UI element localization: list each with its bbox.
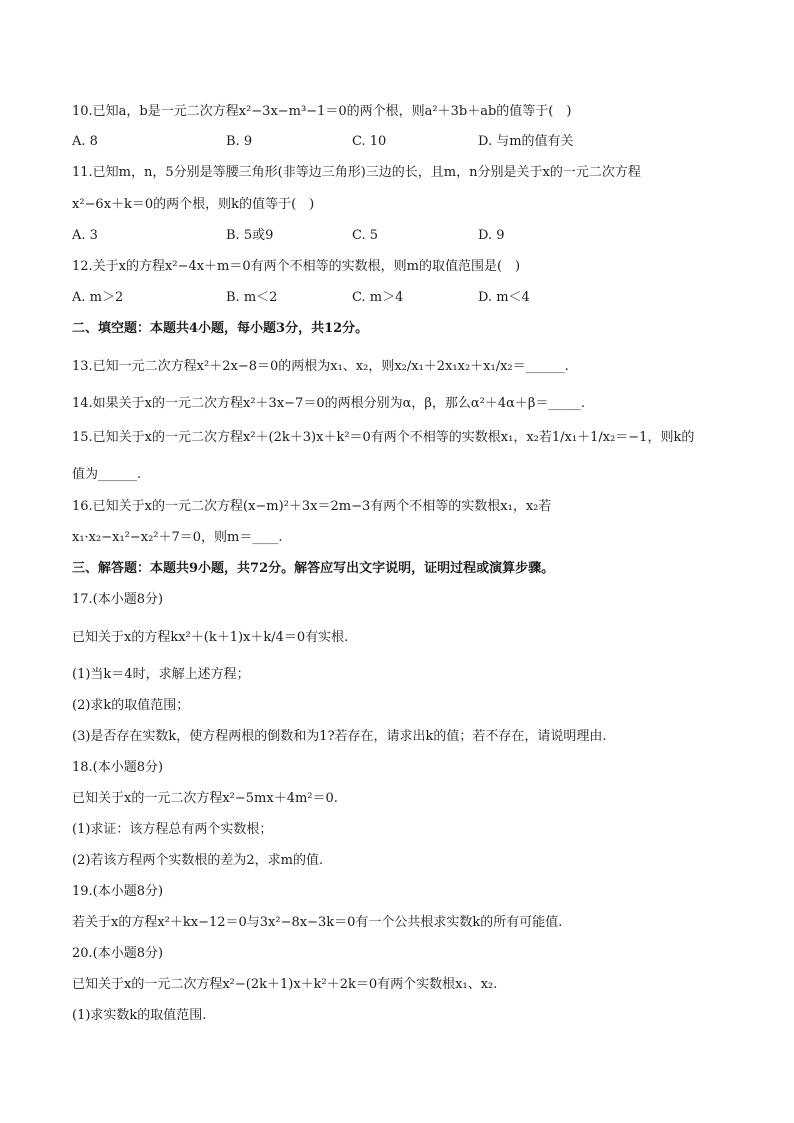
question-18-header: 18.(本小题8分) (72, 760, 164, 775)
question-15-cont: 值为______. (72, 467, 142, 482)
question-11-cont: x²−6x＋k＝0的两个根，则k的值等于( ) (72, 197, 315, 212)
question-17-header: 17.(本小题8分) (72, 592, 164, 607)
option-a: A. 3 (72, 228, 98, 243)
option-b: B. 9 (226, 134, 253, 149)
option-b: B. 5或9 (226, 228, 274, 243)
question-17-part-1: (1)当k＝4时，求解上述方程； (72, 667, 250, 682)
option-d: D. 与m的值有关 (478, 134, 574, 149)
question-20: 已知关于x的一元二次方程x²−(2k＋1)x＋k²＋2k＝0有两个实数根x₁、x₂. (72, 977, 498, 992)
question-10-options (72, 131, 732, 153)
question-17-part-2: (2)求k的取值范围； (72, 698, 190, 713)
option-c: C. 10 (352, 134, 387, 149)
question-16-cont: x₁·x₂−x₁²−x₂²＋7＝0，则m＝____. (72, 530, 283, 545)
option-d: D. 9 (478, 228, 505, 243)
question-13: 13.已知一元二次方程x²＋2x−8＝0的两根为x₁、x₂，则x₂/x₁＋2x₁x₂＋x₁/x₂＝______. (72, 359, 569, 374)
question-14: 14.如果关于x的一元二次方程x²＋3x−7＝0的两根分别为α，β，那么α²＋4α＋β＝_____. (72, 396, 586, 411)
question-12-options (72, 287, 732, 309)
option-b: B. m＜2 (226, 290, 278, 305)
question-16: 16.已知关于x的一元二次方程(x−m)²＋3x＝2m−3有两个不相等的实数根x₁，x₂若 (72, 499, 552, 514)
section-heading-fill-in: 二、填空题：本题共4小题，每小题3分，共12分。 (72, 321, 369, 336)
question-19-header: 19.(本小题8分) (72, 884, 164, 899)
question-20-header: 20.(本小题8分) (72, 946, 164, 961)
section-heading-solutions: 三、解答题：本题共9小题，共72分。解答应写出文字说明，证明过程或演算步骤。 (72, 561, 555, 576)
option-d: D. m＜4 (478, 290, 530, 305)
option-c: C. 5 (352, 228, 379, 243)
question-18-part-1: (1)求证：该方程总有两个实数根； (72, 822, 273, 837)
question-20-part-1: (1)求实数k的取值范围. (72, 1008, 207, 1023)
question-10: 10.已知a，b是一元二次方程x²−3x−m³−1＝0的两个根，则a²＋3b＋ab的值等于( ) (72, 104, 572, 119)
option-a: A. 8 (72, 134, 98, 149)
question-18-part-2: (2)若该方程两个实数根的差为2，求m的值. (72, 853, 324, 868)
option-c: C. m＞4 (352, 290, 404, 305)
question-18: 已知关于x的一元二次方程x²−5mx＋4m²＝0. (72, 791, 338, 806)
question-11-options (72, 225, 732, 247)
question-12: 12.关于x的方程x²−4x＋m＝0有两个不相等的实数根，则m的取值范围是( ) (72, 259, 521, 274)
question-17: 已知关于x的方程kx²＋(k＋1)x＋k/4＝0有实根. (72, 630, 349, 645)
question-15: 15.已知关于x的一元二次方程x²＋(2k＋3)x＋k²＝0有两个不相等的实数根x₁，x₂若1/x₁＋1/x₂＝−1，则k的 (72, 430, 695, 445)
option-a: A. m＞2 (72, 290, 124, 305)
question-19: 若关于x的方程x²＋kx−12＝0与3x²−8x−3k＝0有一个公共根求实数k的所有可能值. (72, 915, 563, 930)
question-11: 11.已知m，n，5分别是等腰三角形(非等边三角形)三边的长，且m，n分别是关于x的一元二次方程 (72, 165, 641, 180)
question-17-part-3: (3)是否存在实数k，使方程两根的倒数和为1?若存在，请求出k的值；若不存在，请说明理由. (72, 729, 607, 744)
